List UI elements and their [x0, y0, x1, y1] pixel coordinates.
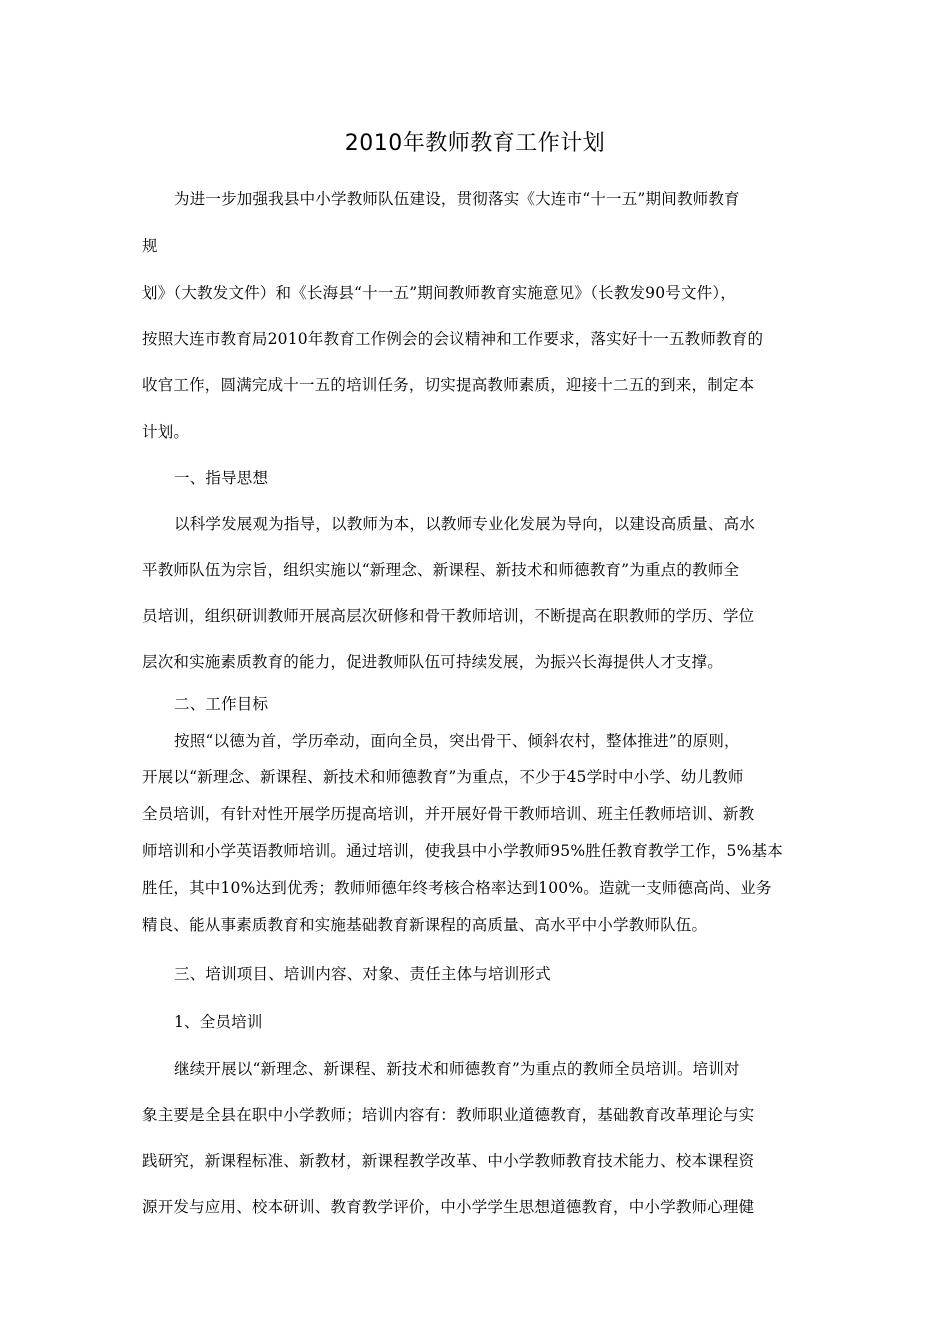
text-line: 师培训和小学英语教师培训。通过培训，使我县中小学教师95%胜任教育教学工作，5%基本	[142, 842, 783, 860]
text-line: 为进一步加强我县中小学教师队伍建设，贯彻落实《大连市“十一五”期间教师教育	[174, 190, 740, 208]
text-line: 精良、能从事素质教育和实施基础教育新课程的高质量、高水平中小学教师队伍。	[142, 916, 708, 934]
text-line: 以科学发展观为指导，以教师为本，以教师专业化发展为导向，以建设高质量、高水	[174, 515, 755, 533]
document-title: 2010年教师教育工作计划	[344, 131, 606, 156]
text-line: 按照“以德为首，学历牵动，面向全员，突出骨干、倾斜农村，整体推进”的原则，	[174, 732, 740, 750]
text-line: 象主要是全县在职中小学教师；培训内容有：教师职业道德教育，基础教育改革理论与实	[142, 1106, 755, 1124]
text-line: 收官工作，圆满完成十一五的培训任务，切实提高教师素质，迎接十二五的到来，制定本	[142, 376, 755, 394]
section-heading: 二、工作目标	[174, 695, 269, 713]
text-line: 划》（大教发文件）和《长海县“十一五”期间教师教育实施意见》（长教发90号文件），	[142, 284, 737, 302]
text-line: 平教师队伍为宗旨，组织实施以“新理念、新课程、新技术和师德教育”为重点的教师全	[142, 561, 740, 579]
subsection-heading: 1、全员培训	[174, 1013, 263, 1031]
section-heading: 三、培训项目、培训内容、对象、责任主体与培训形式	[174, 965, 551, 983]
text-line: 践研究，新课程标准、新教材，新课程教学改革、中小学教师教育技术能力、校本课程资	[142, 1152, 755, 1170]
text-line: 源开发与应用、校本研训、教育教学评价，中小学学生思想道德教育，中小学教师心理健	[142, 1198, 755, 1216]
text-line: 层次和实施素质教育的能力，促进教师队伍可持续发展，为振兴长海提供人才支撑。	[142, 653, 723, 671]
text-line: 计划。	[142, 423, 190, 441]
text-line: 全员培训，有针对性开展学历提高培训，并开展好骨干教师培训、班主任教师培训、新教	[142, 805, 755, 823]
text-line: 开展以“新理念、新课程、新技术和师德教育”为重点，不少于45学时中小学、幼儿教师	[142, 768, 744, 786]
text-line: 规	[142, 237, 158, 255]
text-line: 胜任，其中10%达到优秀；教师师德年终考核合格率达到100%。造就一支师德高尚、业务	[142, 879, 772, 897]
text-line: 继续开展以“新理念、新课程、新技术和师德教育”为重点的教师全员培训。培训对	[174, 1060, 740, 1078]
text-line: 员培训，组织研训教师开展高层次研修和骨干教师培训，不断提高在职教师的学历、学位	[142, 607, 755, 625]
text-line: 按照大连市教育局2010年教育工作例会的会议精神和工作要求，落实好十一五教师教育的	[142, 330, 764, 348]
section-heading: 一、指导思想	[174, 469, 269, 487]
